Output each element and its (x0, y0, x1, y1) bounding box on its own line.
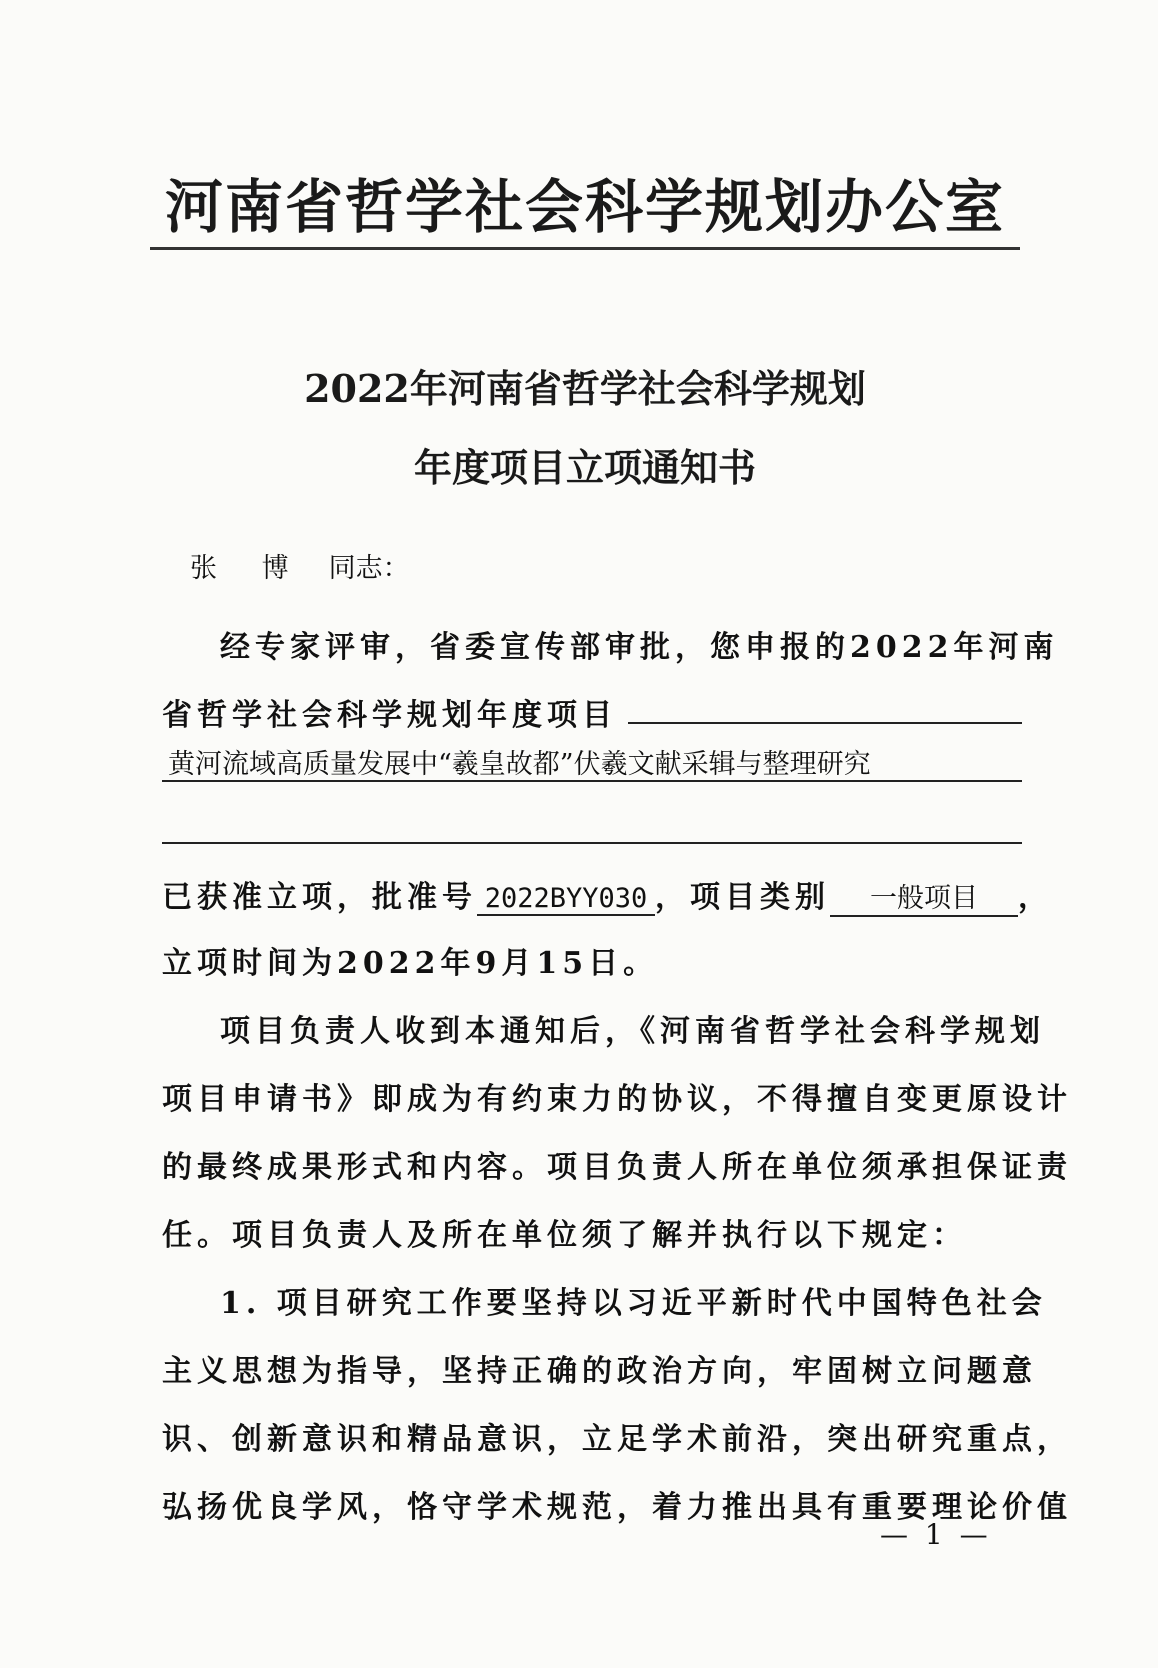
paragraph-3-line-1: 1. 项目研究工作要坚持以习近平新时代中国特色社会 (220, 1286, 1047, 1321)
project-category: 一般项目 (830, 876, 1018, 917)
paragraph-1-line-1: 经专家评审，省委宣传部审批，您申报的2022年河南 (220, 630, 1059, 665)
paragraph-3-line-4: 弘扬优良学风，恪守学术规范，着力推出具有重要理论价值 (162, 1490, 1072, 1525)
project-name-blank-3 (162, 842, 1022, 844)
category-prefix: ，项目类别 (655, 880, 830, 915)
paragraph-2-line-3: 的最终成果形式和内容。项目负责人所在单位须承担保证责 (162, 1150, 1072, 1185)
document-title-line-1: 2022年河南省哲学社会科学规划 (304, 366, 866, 411)
salutation-suffix: 同志： (328, 553, 410, 584)
salutation (190, 546, 410, 585)
paragraph-2-line-2: 项目申请书》即成为有约束力的协议，不得擅自变更原设计 (162, 1082, 1072, 1117)
paragraph-3-line-3: 识、创新意识和精品意识，立足学术前沿，突出研究重点， (162, 1422, 1072, 1457)
recipient-name: 张 博 (190, 553, 307, 584)
header-rule (150, 247, 1020, 250)
paragraph-3-line-2: 主义思想为指导，坚持正确的政治方向，牢固树立问题意 (162, 1354, 1037, 1389)
paragraph-1-line-2: 省哲学社会科学规划年度项目 (162, 698, 617, 733)
page-number: — 1 — (880, 1518, 992, 1551)
approval-line (162, 872, 1053, 917)
project-name: 黄河流域高质量发展中“羲皇故都”伏羲文献采辑与整理研究 (168, 749, 871, 780)
approval-prefix: 已获准立项，批准号 (162, 880, 477, 915)
document-title-line-2: 年度项目立项通知书 (413, 445, 756, 490)
category-suffix: ， (1018, 880, 1053, 915)
project-name-blank-1 (628, 722, 1022, 724)
paragraph-2-line-4: 任。项目负责人及所在单位须了解并执行以下规定： (162, 1218, 967, 1253)
project-name-blank-2 (162, 780, 1022, 782)
approval-date-line: 立项时间为2022年9月15日。 (162, 946, 659, 981)
approval-number: 2022BYY030 (477, 883, 655, 916)
paragraph-2-line-1: 项目负责人收到本通知后，《河南省哲学社会科学规划 (220, 1014, 1045, 1049)
issuing-agency-header: 河南省哲学社会科学规划办公室 (164, 173, 1005, 241)
